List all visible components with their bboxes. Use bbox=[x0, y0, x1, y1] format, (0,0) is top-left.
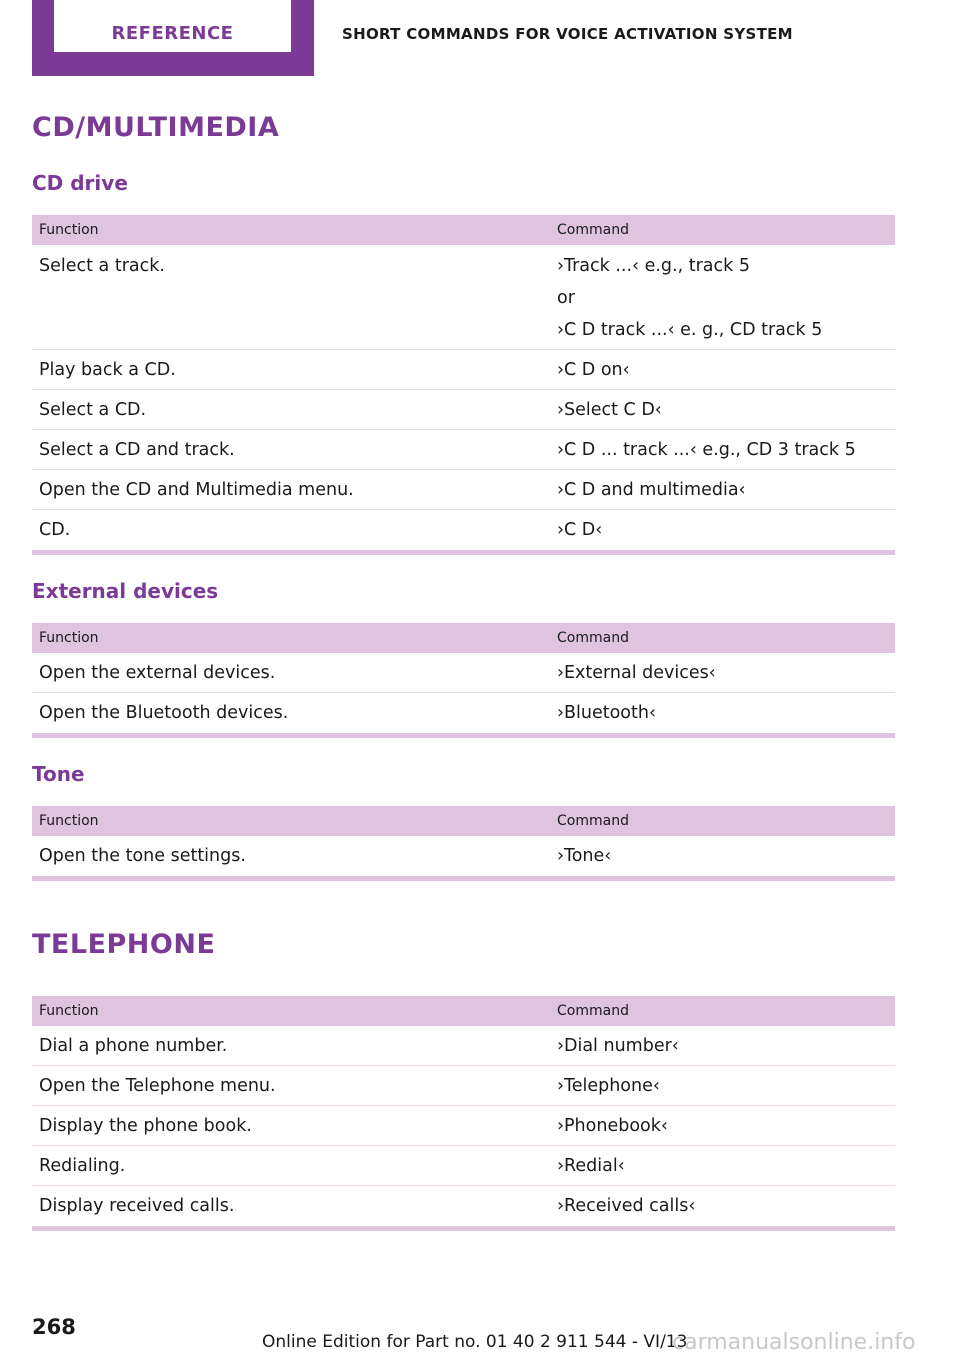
function-cell: Open the CD and Multimedia menu. bbox=[39, 479, 354, 500]
table-row bbox=[32, 1106, 895, 1146]
table-row bbox=[32, 245, 895, 350]
cd-drive-table bbox=[32, 215, 895, 555]
reference-tab-label: REFERENCE bbox=[54, 0, 291, 52]
column-header-command: Command bbox=[557, 813, 629, 829]
table-row bbox=[32, 1146, 895, 1186]
command-cell: ›Select C D‹ bbox=[557, 399, 662, 420]
command-cell: ›Received calls‹ bbox=[557, 1196, 696, 1216]
column-header-function: Function bbox=[39, 1003, 99, 1019]
column-header-command: Command bbox=[557, 630, 629, 646]
function-cell: Play back a CD. bbox=[39, 359, 176, 380]
subsection-title-cd-drive: CD drive bbox=[32, 171, 128, 195]
table-row bbox=[32, 350, 895, 390]
table-end-rule bbox=[32, 733, 895, 738]
table-header bbox=[32, 996, 895, 1026]
function-cell: Select a CD and track. bbox=[39, 439, 235, 460]
command-cell: ›C D track ...‹ e. g., CD track 5 bbox=[557, 320, 823, 340]
command-cell: ›C D‹ bbox=[557, 520, 603, 540]
running-header-title: SHORT COMMANDS FOR VOICE ACTIVATION SYSTEM bbox=[342, 25, 793, 43]
table-row bbox=[32, 836, 895, 876]
subsection-title-external-devices: External devices bbox=[32, 579, 219, 603]
table-row bbox=[32, 1186, 895, 1226]
command-cell: ›Dial number‹ bbox=[557, 1035, 679, 1056]
table-row bbox=[32, 510, 895, 550]
watermark: carmanualsonline.info bbox=[672, 1330, 916, 1355]
subsection-title-tone: Tone bbox=[32, 762, 85, 786]
command-cell: ›Redial‹ bbox=[557, 1155, 625, 1176]
function-cell: Open the Bluetooth devices. bbox=[39, 703, 289, 723]
section-title-telephone: TELEPHONE bbox=[32, 929, 216, 960]
function-cell: Open the Telephone menu. bbox=[39, 1075, 276, 1096]
column-header-function: Function bbox=[39, 222, 99, 238]
section-title-cd-multimedia: CD/MULTIMEDIA bbox=[32, 112, 280, 143]
command-cell: ›Telephone‹ bbox=[557, 1075, 660, 1096]
command-cell-or: or bbox=[557, 288, 575, 308]
function-cell: Select a track. bbox=[39, 256, 165, 276]
function-cell: Display received calls. bbox=[39, 1196, 235, 1216]
command-cell: ›External devices‹ bbox=[557, 662, 716, 683]
tone-table bbox=[32, 806, 895, 881]
telephone-table bbox=[32, 996, 895, 1231]
table-row bbox=[32, 653, 895, 693]
table-row bbox=[32, 470, 895, 510]
command-cell: ›C D ... track ...‹ e.g., CD 3 track 5 bbox=[557, 439, 856, 460]
command-cell: ›Phonebook‹ bbox=[557, 1115, 668, 1136]
command-cell: ›Tone‹ bbox=[557, 846, 612, 866]
table-row bbox=[32, 1066, 895, 1106]
table-row bbox=[32, 390, 895, 430]
function-cell: CD. bbox=[39, 520, 71, 540]
function-cell: Select a CD. bbox=[39, 399, 147, 420]
table-end-rule bbox=[32, 550, 895, 555]
command-cell: ›C D and multimedia‹ bbox=[557, 479, 746, 500]
function-cell: Open the tone settings. bbox=[39, 846, 246, 866]
column-header-command: Command bbox=[557, 222, 629, 238]
page-number: 268 bbox=[32, 1315, 76, 1339]
function-cell: Dial a phone number. bbox=[39, 1035, 228, 1056]
table-header bbox=[32, 623, 895, 653]
table-end-rule bbox=[32, 876, 895, 881]
table-row bbox=[32, 430, 895, 470]
external-devices-table bbox=[32, 623, 895, 738]
reference-tab bbox=[32, 0, 314, 76]
table-end-rule bbox=[32, 1226, 895, 1231]
column-header-function: Function bbox=[39, 813, 99, 829]
function-cell: Display the phone book. bbox=[39, 1115, 252, 1136]
command-cell: ›Bluetooth‹ bbox=[557, 703, 656, 723]
function-cell: Open the external devices. bbox=[39, 662, 276, 683]
command-cell: ›Track ...‹ e.g., track 5 bbox=[557, 256, 750, 276]
table-row bbox=[32, 693, 895, 733]
function-cell: Redialing. bbox=[39, 1155, 126, 1176]
table-header bbox=[32, 806, 895, 836]
edition-footer: Online Edition for Part no. 01 40 2 911 544 - VI/13 bbox=[262, 1332, 688, 1352]
column-header-function: Function bbox=[39, 630, 99, 646]
command-cell: ›C D on‹ bbox=[557, 359, 630, 380]
column-header-command: Command bbox=[557, 1003, 629, 1019]
table-header bbox=[32, 215, 895, 245]
table-row bbox=[32, 1026, 895, 1066]
